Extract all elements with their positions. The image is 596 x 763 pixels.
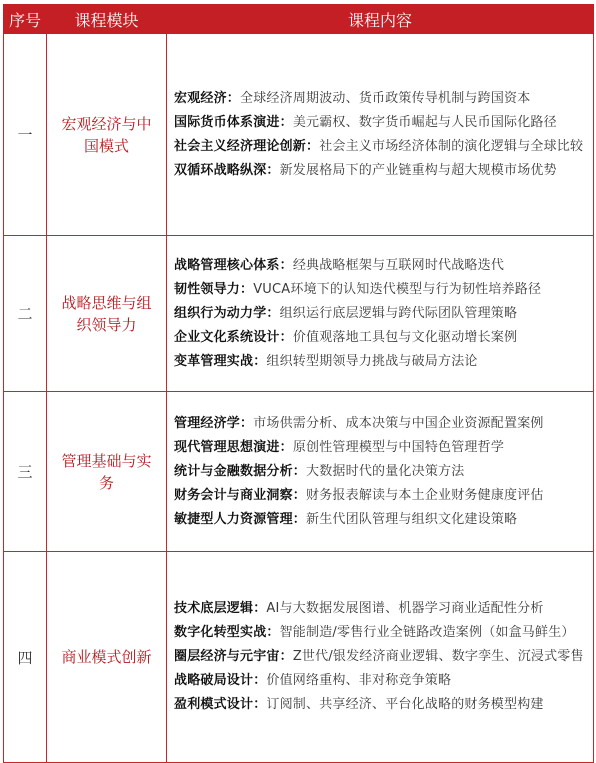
content-item [174, 350, 589, 374]
content-item [174, 645, 589, 669]
module-title: 战略思维与组织领导力 [47, 236, 167, 392]
header-content: 课程内容 [167, 5, 594, 34]
item-text: 原创性管理模型与中国特色管理哲学 [292, 439, 505, 455]
item-text: Z世代/银发经济商业逻辑、数字孪生、沉浸式零售 [292, 649, 584, 664]
module-index: 一 [4, 34, 47, 236]
module-content [167, 34, 594, 236]
module-index: 三 [4, 392, 47, 552]
item-label: 宏观经济： [174, 90, 241, 106]
content-item [174, 135, 589, 159]
item-text: 价值观落地工具包与文化驱动增长案例 [292, 329, 518, 345]
item-text: VUCA环境下的认知迭代模型与行为韧性培养路径 [253, 281, 542, 297]
item-text: 组织转型期领导力挑战与破局方法论 [266, 353, 478, 369]
item-label: 企业文化系统设计： [174, 329, 293, 345]
content-item [174, 159, 589, 183]
content-item [174, 669, 589, 693]
module-index: 二 [4, 236, 47, 392]
content-item [174, 412, 589, 436]
item-text: 美元霸权、数字货币崛起与人民币国际化路径 [292, 114, 557, 130]
item-label: 战略破局设计： [174, 673, 267, 688]
content-item [174, 621, 589, 645]
item-text: 智能制造/零售行业全链路改造案例（如盒马鲜生） [279, 625, 575, 640]
item-label: 战略管理核心体系： [174, 257, 293, 273]
content-item [174, 302, 589, 326]
module-title: 管理基础与实务 [47, 392, 167, 552]
header-index: 序号 [4, 5, 47, 34]
item-text: 大数据时代的量化决策方法 [306, 463, 465, 479]
content-item [174, 326, 589, 350]
item-label: 敏捷型人力资源管理： [174, 511, 307, 527]
item-label: 社会主义经济理论创新： [174, 138, 320, 154]
module-row [4, 236, 594, 392]
item-label: 组织行为动力学： [174, 305, 280, 321]
curriculum-table [3, 4, 594, 763]
content-item [174, 254, 589, 278]
module-title: 商业模式创新 [47, 552, 167, 763]
item-label: 国际货币体系演进： [174, 114, 293, 130]
item-label: 数字化转型实战： [174, 625, 280, 640]
module-title: 宏观经济与中国模式 [47, 34, 167, 236]
content-item [174, 436, 589, 460]
module-content [167, 236, 594, 392]
module-row [4, 552, 594, 763]
content-item [174, 278, 589, 302]
module-index: 四 [4, 552, 47, 763]
item-text: 社会主义市场经济体制的演化逻辑与全球比较 [319, 138, 584, 154]
content-item [174, 508, 589, 532]
header-row [4, 5, 594, 34]
item-text: 价值网络重构、非对称竞争策略 [266, 673, 452, 688]
content-item [174, 597, 589, 621]
item-text: 新发展格局下的产业链重构与超大规模市场优势 [279, 162, 557, 178]
item-text: 全球经济周期波动、货币政策传导机制与跨国资本 [240, 90, 531, 106]
item-label: 双循环战略纵深： [174, 162, 280, 178]
module-content [167, 552, 594, 763]
content-item [174, 693, 589, 717]
item-text: 经典战略框架与互联网时代战略迭代 [292, 257, 505, 273]
item-text: 新生代团队管理与组织文化建设策略 [306, 511, 518, 527]
item-label: 统计与金融数据分析： [174, 463, 307, 479]
item-text: 财务报表解读与本土企业财务健康度评估 [306, 487, 544, 503]
content-item [174, 460, 589, 484]
item-text: 订阅制、共享经济、平台化战略的财务模型构建 [266, 697, 544, 712]
item-text: AI与大数据发展图谱、机器学习商业适配性分析 [266, 601, 544, 616]
item-label: 管理经济学： [174, 415, 254, 431]
item-label: 现代管理思想演进： [174, 439, 293, 455]
item-label: 技术底层逻辑： [174, 601, 267, 616]
content-item [174, 484, 589, 508]
item-text: 市场供需分析、成本决策与中国企业资源配置案例 [253, 415, 544, 431]
item-text: 组织运行底层逻辑与跨代际团队管理策略 [279, 305, 518, 321]
item-label: 盈利模式设计： [174, 697, 267, 712]
item-label: 圈层经济与元宇宙： [174, 649, 293, 664]
module-row [4, 34, 594, 236]
item-label: 韧性领导力： [174, 281, 254, 297]
item-label: 变革管理实战： [174, 353, 267, 369]
header-module: 课程模块 [47, 5, 167, 34]
module-content [167, 392, 594, 552]
item-label: 财务会计与商业洞察： [174, 487, 307, 503]
module-row [4, 392, 594, 552]
content-item [174, 87, 589, 111]
content-item [174, 111, 589, 135]
